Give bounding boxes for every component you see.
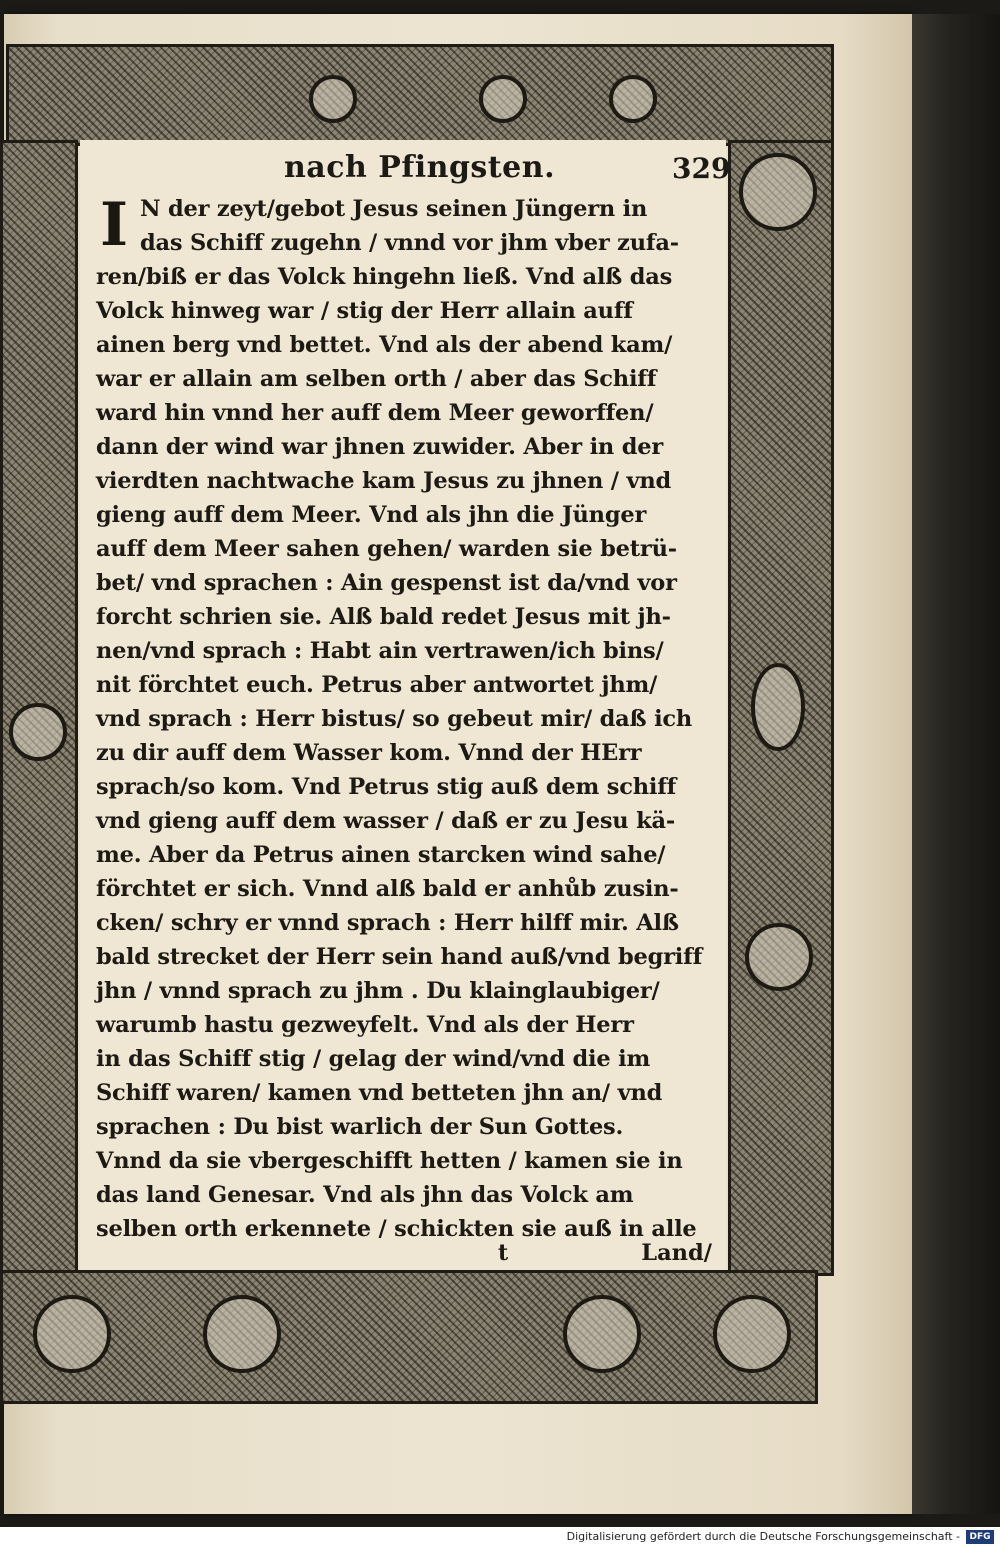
border-ornament xyxy=(479,75,527,123)
text-line: war er allain am selben orth / aber das Schiff xyxy=(96,366,657,392)
catchword-row xyxy=(96,1236,722,1270)
text-line: cken/ schry er vnnd sprach : Herr hilff mir. Alß xyxy=(96,910,679,936)
text-line: bald strecket der Herr sein hand auß/vnd begriff xyxy=(96,944,703,970)
border-ornament xyxy=(751,663,805,751)
text-line: vierdten nachtwache kam Jesus zu jhnen / vnd xyxy=(96,468,672,494)
running-head: nach Pfingsten. xyxy=(284,150,556,185)
border-ornament xyxy=(713,1295,791,1373)
text-line: sprach/so kom. Vnd Petrus stig auß dem schiff xyxy=(96,774,677,800)
funding-credit: Digitalisierung gefördert durch die Deutsche Forschungsgemeinschaft - xyxy=(566,1530,960,1543)
woodcut-border-bottom xyxy=(0,1270,818,1404)
border-ornament xyxy=(309,75,357,123)
body-text xyxy=(96,192,722,1246)
text-line: das land Genesar. Vnd als jhn das Volck am xyxy=(96,1182,634,1208)
text-line: ren/biß er das Volck hingehn ließ. Vnd alß das xyxy=(96,264,673,290)
border-ornament xyxy=(739,153,817,231)
text-line: sprachen : Du bist warlich der Sun Gottes. xyxy=(96,1114,624,1140)
border-ornament xyxy=(203,1295,281,1373)
text-line: gieng auff dem Meer. Vnd als jhn die Jünger xyxy=(96,502,647,528)
text-line: N der zeyt/gebot Jesus seinen Jüngern in xyxy=(140,196,648,222)
dfg-logo: DFG xyxy=(966,1530,994,1544)
text-line: selben orth erkennete / schickten sie auß in alle xyxy=(96,1216,697,1242)
text-line: ward hin vnnd her auff dem Meer geworffen/ xyxy=(96,400,654,426)
text-line: das Schiff zugehn / vnnd vor jhm vber zufa- xyxy=(140,230,679,256)
text-line: dann der wind war jhnen zuwider. Aber in der xyxy=(96,434,664,460)
initial-capital: I xyxy=(100,190,129,260)
border-ornament xyxy=(33,1295,111,1373)
text-line: me. Aber da Petrus ainen starcken wind sahe/ xyxy=(96,842,666,868)
text-line: forcht schrien sie. Alß bald redet Jesus mit jh- xyxy=(96,604,671,630)
catchword: Land/ xyxy=(641,1240,712,1266)
text-line: förchtet er sich. Vnnd alß bald er anhůb zusin- xyxy=(96,876,679,902)
text-line: auff dem Meer sahen gehen/ warden sie betrü- xyxy=(96,536,677,562)
border-ornament xyxy=(9,703,67,761)
text-line: nen/vnd sprach : Habt ain vertrawen/ich bins/ xyxy=(96,638,664,664)
page-number: 329 xyxy=(672,152,731,185)
footer-bar xyxy=(0,1527,1000,1548)
border-ornament xyxy=(745,923,813,991)
text-line: nit förchtet euch. Petrus aber antwortet jhm/ xyxy=(96,672,658,698)
border-ornament xyxy=(609,75,657,123)
text-line: warumb hastu gezweyfelt. Vnd als der Herr xyxy=(96,1012,634,1038)
woodcut-border-right xyxy=(728,140,834,1276)
text-line: Vnnd da sie vbergeschifft hetten / kamen sie in xyxy=(96,1148,683,1174)
text-line: vnd gieng auff dem wasser / daß er zu Jesu kä- xyxy=(96,808,676,834)
text-line: vnd sprach : Herr bistus/ so gebeut mir/ daß ich xyxy=(96,706,693,732)
signature-mark: t xyxy=(498,1240,509,1266)
book-edge xyxy=(912,14,1000,1514)
border-ornament xyxy=(563,1295,641,1373)
text-line: jhn / vnnd sprach zu jhm . Du klainglaubiger/ xyxy=(96,978,660,1004)
text-line: ainen berg vnd bettet. Vnd als der abend kam/ xyxy=(96,332,673,358)
woodcut-border-top xyxy=(6,44,834,146)
text-line: Schiff waren/ kamen vnd betteten jhn an/ vnd xyxy=(96,1080,663,1106)
woodcut-border-left xyxy=(0,140,78,1276)
text-line: Volck hinweg war / stig der Herr allain auff xyxy=(96,298,633,324)
text-line: bet/ vnd sprachen : Ain gespenst ist da/vnd vor xyxy=(96,570,677,596)
text-line: in das Schiff stig / gelag der wind/vnd die im xyxy=(96,1046,651,1072)
text-line: zu dir auff dem Wasser kom. Vnnd der HErr xyxy=(96,740,642,766)
